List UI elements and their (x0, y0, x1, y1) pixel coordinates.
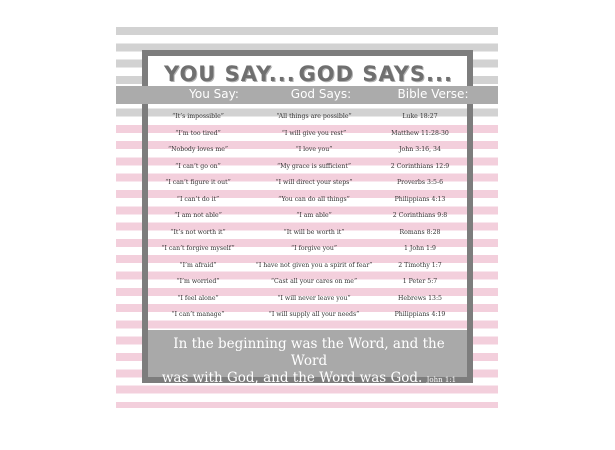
you-say-cell: “I am not able” (174, 212, 222, 219)
header-god-says: God Says: (290, 87, 352, 101)
footer-verse-box (142, 330, 473, 386)
table-row (148, 158, 467, 175)
bible-verse-cell: 2 Timothy 1:7 (398, 261, 442, 269)
god-says-cell: “I will direct your steps” (275, 179, 353, 186)
you-say-cell: “I’m worried” (176, 278, 220, 285)
god-says-cell: “It will be worth it” (283, 228, 345, 236)
title-god-says: GOD SAYS... (298, 62, 453, 86)
bible-verse-cell: 1 John 1:9 (403, 245, 436, 252)
you-say-cell: “I can’t do it” (176, 195, 220, 203)
table-row (148, 207, 467, 224)
bible-verse-cell: Luke 18:27 (402, 113, 438, 120)
table-row (148, 141, 467, 158)
title-you-say: YOU SAY... (164, 62, 296, 86)
you-say-cell: “I can’t forgive myself” (161, 245, 235, 252)
verse-line-1: In the beginning was the Word, and the Word (173, 336, 445, 369)
bible-verse-cell: 2 Corinthians 12:9 (390, 162, 450, 170)
god-says-cell: “All things are possible” (276, 113, 352, 120)
you-say-cell: “I can’t go on” (175, 162, 221, 170)
verse-line-2: was with God, and the Word was God. (161, 370, 423, 386)
table-row (148, 273, 467, 290)
bible-verse-cell: Philippians 4:13 (394, 195, 446, 203)
you-say-cell: “I’m too tired” (175, 129, 221, 137)
bible-verse-cell: Proverbs 3:5-6 (396, 179, 444, 186)
table-row (148, 174, 467, 191)
you-say-cell: “It’s impossible” (172, 113, 224, 120)
table-row (148, 306, 467, 323)
god-says-cell: “I will supply all your needs” (268, 311, 360, 318)
god-says-cell: “I am able” (296, 212, 332, 219)
you-say-cell: “It’s not worth it” (170, 228, 226, 236)
you-say-cell: “I feel alone” (177, 294, 219, 302)
table-row (148, 125, 467, 142)
bible-verse-cell: Philippians 4:19 (394, 311, 446, 318)
god-says-cell: “I have not given you a spirit of fear” (255, 261, 373, 269)
table-row (148, 290, 467, 307)
table-row (148, 240, 467, 257)
table-row (148, 257, 467, 274)
you-say-cell: “I’m afraid” (179, 261, 217, 269)
you-say-cell: “Nobody loves me” (167, 146, 229, 153)
god-says-cell: “I will give you rest” (281, 129, 347, 137)
god-says-cell: “Cast all your cares on me” (270, 278, 358, 285)
bible-verse-cell: 2 Corinthians 9:8 (392, 212, 448, 219)
god-says-cell: “I forgive you” (291, 245, 337, 252)
footer-verse (154, 336, 464, 389)
page-title (148, 62, 467, 86)
table-row (148, 224, 467, 241)
header-bible-verse: Bible Verse: (397, 87, 469, 101)
column-header-bar (116, 86, 498, 104)
table-row (148, 108, 467, 125)
god-says-cell: “My grace is sufficient” (276, 162, 352, 170)
god-says-cell: “You can do all things” (278, 195, 350, 203)
you-say-cell: “I can’t figure it out” (165, 179, 231, 186)
you-say-cell: “I can’t manage” (171, 311, 225, 318)
statement-table (148, 108, 467, 323)
god-says-cell: “I will never leave you” (277, 294, 351, 302)
bible-verse-cell: Hebrews 13:5 (398, 294, 442, 302)
bible-verse-cell: Matthew 11:28-30 (391, 129, 449, 137)
header-you-say: You Say: (189, 87, 239, 101)
bible-verse-cell: 1 Peter 5:7 (402, 278, 438, 285)
bible-verse-cell: Romans 8:28 (399, 228, 441, 236)
god-says-cell: “I love you” (295, 146, 333, 153)
table-row (148, 191, 467, 208)
bible-verse-cell: John 3:16, 34 (399, 146, 441, 153)
verse-reference: John 1:1 (426, 376, 457, 384)
